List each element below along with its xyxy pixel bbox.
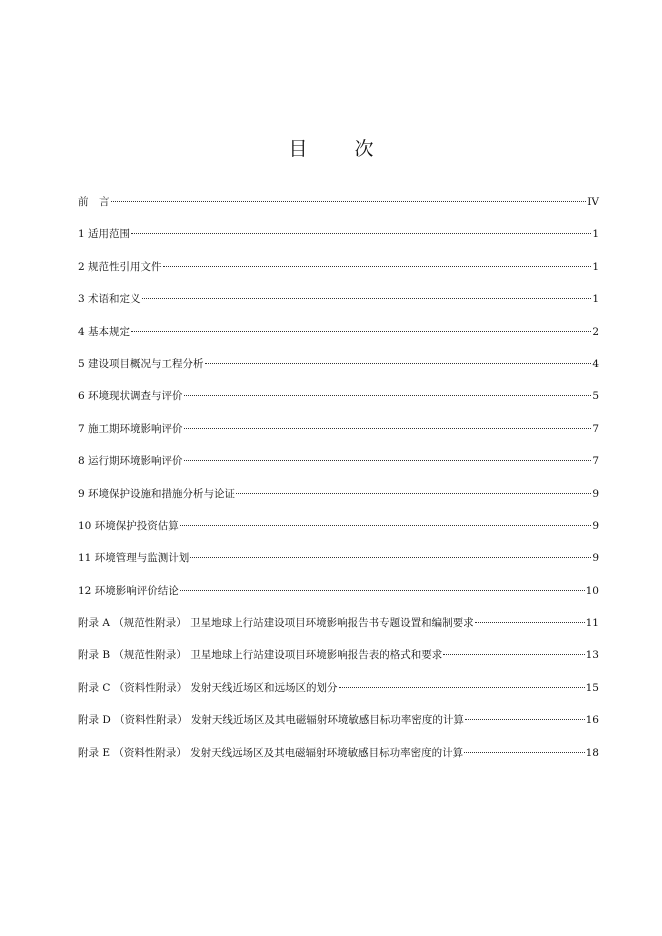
toc-entry-label: 附录 E （资料性附录） 发射天线远场区及其电磁辐射环境敏感目标功率密度的计算 [78, 746, 464, 759]
toc-entry-appendix-b[interactable] [78, 645, 599, 677]
dot-leader [205, 363, 592, 364]
toc-entry-page: 18 [585, 746, 599, 759]
toc-entry-page: 4 [592, 357, 599, 370]
toc-entry-foreword[interactable] [78, 192, 599, 224]
toc-title: 目 次 [288, 138, 388, 160]
toc-entry-label: 10 环境保护投资估算 [78, 519, 179, 532]
dot-leader [184, 395, 592, 396]
dot-leader [180, 590, 585, 591]
toc-entry-11[interactable] [78, 548, 599, 580]
toc-entry-page: 11 [585, 617, 599, 630]
toc-entry-label: 7 施工期环境影响评价 [78, 422, 183, 435]
toc-entry-label: 11 环境管理与监测计划 [78, 552, 190, 565]
dot-leader [180, 525, 592, 526]
toc-entry-appendix-c[interactable] [78, 678, 599, 710]
toc-entry-page: 9 [592, 487, 599, 500]
toc-entry-page: 7 [592, 455, 599, 468]
toc-entry-page: 7 [592, 422, 599, 435]
toc-entry-3[interactable] [78, 289, 599, 321]
toc-entry-label: 8 运行期环境影响评价 [78, 455, 183, 468]
toc-entry-label: 附录 D （资料性附录） 发射天线近场区及其电磁辐射环境敏感目标功率密度的计算 [78, 714, 464, 727]
toc-entry-label: 附录 A （规范性附录） 卫星地球上行站建设项目环境影响报告书专题设置和编制要求 [78, 617, 474, 630]
toc-entry-label: 3 术语和定义 [78, 293, 141, 306]
toc-entry-4[interactable] [78, 322, 599, 354]
toc-entry-page: 2 [592, 325, 599, 338]
toc-entry-label: 6 环境现状调查与评价 [78, 390, 183, 403]
toc-entry-8[interactable] [78, 451, 599, 483]
toc-entry-page: 10 [585, 584, 599, 597]
toc-entry-appendix-a[interactable] [78, 613, 599, 645]
toc-entry-5[interactable] [78, 354, 599, 386]
toc-entry-label: 2 规范性引用文件 [78, 260, 162, 273]
dot-leader [443, 654, 584, 655]
toc-entry-12[interactable] [78, 581, 599, 613]
dot-leader [184, 460, 592, 461]
toc-entry-label: 附录 B （规范性附录） 卫星地球上行站建设项目环境影响报告表的格式和要求 [78, 649, 443, 662]
toc-entry-label: 5 建设项目概况与工程分析 [78, 357, 204, 370]
toc-entry-label: 1 适用范围 [78, 228, 131, 241]
toc-entry-page: 15 [585, 681, 599, 694]
toc-entry-7[interactable] [78, 419, 599, 451]
dot-leader [475, 622, 585, 623]
toc-entry-page: 16 [585, 714, 599, 727]
dot-leader [184, 428, 592, 429]
toc-entry-appendix-d[interactable] [78, 710, 599, 742]
dot-leader [163, 266, 592, 267]
toc-entry-page: 9 [592, 552, 599, 565]
dot-leader [131, 233, 591, 234]
toc-entry-label: 附录 C （资料性附录） 发射天线近场区和远场区的划分 [78, 681, 338, 694]
dot-leader [236, 493, 591, 494]
dot-leader [339, 687, 585, 688]
toc-entry-label: 12 环境影响评价结论 [78, 584, 179, 597]
toc-entry-label: 4 基本规定 [78, 325, 131, 338]
toc-entry-page: IV [587, 196, 599, 208]
toc-entry-9[interactable] [78, 484, 599, 516]
toc-entry-page: 1 [592, 228, 599, 241]
toc-entry-page: 5 [592, 390, 599, 403]
toc-entry-10[interactable] [78, 516, 599, 548]
toc-entry-page: 13 [585, 649, 599, 662]
dot-leader [131, 331, 591, 332]
toc-entry-label: 9 环境保护设施和措施分析与论证 [78, 487, 236, 500]
dot-leader [464, 752, 584, 753]
dot-leader [190, 557, 591, 558]
toc-list [78, 192, 599, 775]
dot-leader [142, 298, 592, 299]
toc-entry-1[interactable] [78, 224, 599, 256]
toc-entry-2[interactable] [78, 257, 599, 289]
toc-entry-appendix-e[interactable] [78, 743, 599, 775]
toc-entry-page: 9 [592, 519, 599, 532]
toc-entry-label: 前 言 [78, 196, 110, 208]
toc-entry-page: 1 [592, 260, 599, 273]
toc-entry-6[interactable] [78, 386, 599, 418]
toc-entry-page: 1 [592, 293, 599, 306]
dot-leader [465, 719, 585, 720]
dot-leader [111, 201, 587, 202]
